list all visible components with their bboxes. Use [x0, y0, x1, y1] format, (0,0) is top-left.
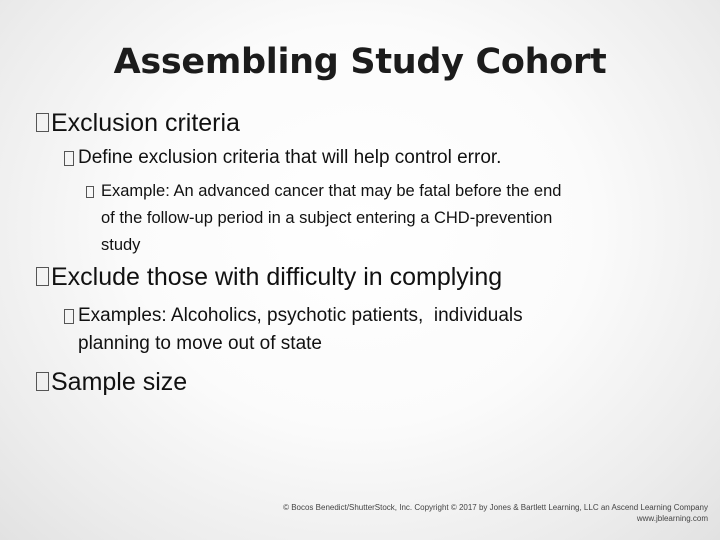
bullet-text: Exclusion criteria	[51, 109, 240, 137]
bullet-exclude-complying	[36, 262, 502, 292]
credit-line: © Bocos Benedict/ShutterStock, Inc. Copyright © 2017 by Jones & Bartlett Learning, LLC an Ascend Learning Company	[283, 503, 708, 512]
bullet-text: Examples: Alcoholics, psychotic patients, individuals planning to move out of state	[78, 305, 523, 354]
credit-url: www.jblearning.com	[636, 514, 708, 523]
bullet-box-icon	[64, 151, 74, 166]
bullet-example-cancer	[86, 178, 561, 259]
bullet-box-icon	[86, 186, 94, 198]
bullet-text: Exclude those with difficulty in complying	[51, 263, 503, 291]
bullet-box-icon	[36, 267, 49, 286]
bullet-exclusion-criteria	[36, 108, 240, 138]
bullet-define-criteria	[64, 144, 501, 172]
bullet-text: Sample size	[51, 368, 188, 396]
bullet-box-icon	[36, 372, 49, 391]
bullet-examples-alcoholics	[64, 302, 523, 358]
slide-title: Assembling Study Cohort	[113, 42, 607, 82]
copyright-credit	[283, 502, 708, 524]
bullet-sample-size	[36, 367, 187, 397]
bullet-box-icon	[64, 309, 74, 324]
bullet-text: Define exclusion criteria that will help control error.	[78, 147, 502, 168]
bullet-text: Example: An advanced cancer that may be fatal before the end of the follow-up period in a subject entering a CHD-prevention study	[101, 182, 562, 254]
bullet-box-icon	[36, 113, 49, 132]
